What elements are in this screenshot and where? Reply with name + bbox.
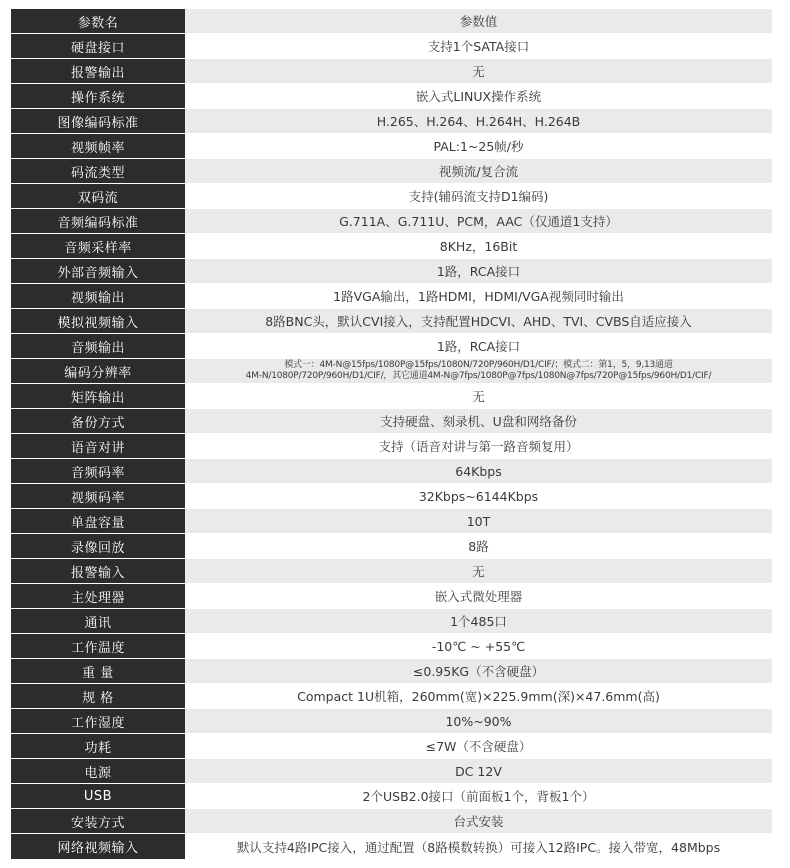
- param-name-cell: 图像编码标准: [11, 109, 185, 133]
- table-body: [11, 34, 772, 859]
- param-value-cell: 支持（语音对讲与第一路音频复用）: [185, 434, 772, 458]
- table-row: [11, 234, 772, 259]
- param-name-cell: 硬盘接口: [11, 34, 185, 58]
- param-name-cell: 功耗: [11, 734, 185, 758]
- param-value-cell: 32Kbps~6144Kbps: [185, 484, 772, 508]
- param-value-cell: 8KHz，16Bit: [185, 234, 772, 258]
- param-value-cell: 无: [185, 59, 772, 83]
- table-row: [11, 359, 772, 384]
- param-name-cell: 备份方式: [11, 409, 185, 433]
- param-name-cell: 矩阵输出: [11, 384, 185, 408]
- param-name-cell: 报警输入: [11, 559, 185, 583]
- param-name-cell: 工作温度: [11, 634, 185, 658]
- table-row: [11, 784, 772, 809]
- table-row: [11, 59, 772, 84]
- param-value-cell: ≤7W（不含硬盘）: [185, 734, 772, 758]
- table-row: [11, 709, 772, 734]
- param-name-cell: 视频帧率: [11, 134, 185, 158]
- param-name-cell: 语音对讲: [11, 434, 185, 458]
- table-row: [11, 409, 772, 434]
- table-row: [11, 559, 772, 584]
- param-name-cell: 电源: [11, 759, 185, 783]
- param-value-cell: 支持1个SATA接口: [185, 34, 772, 58]
- param-name-cell: 双码流: [11, 184, 185, 208]
- param-value-cell: 1路，RCA接口: [185, 259, 772, 283]
- param-value-cell: 10%~90%: [185, 709, 772, 733]
- table-row: [11, 134, 772, 159]
- param-value-cell: G.711A、G.711U、PCM，AAC（仅通道1支持）: [185, 209, 772, 233]
- table-row: [11, 759, 772, 784]
- spec-table: [11, 9, 772, 859]
- table-row: [11, 384, 772, 409]
- param-name-cell: USB: [11, 784, 185, 808]
- table-row: [11, 434, 772, 459]
- table-row: [11, 509, 772, 534]
- param-name-cell: 工作湿度: [11, 709, 185, 733]
- param-name-cell: 视频码率: [11, 484, 185, 508]
- param-value-cell: 视频流/复合流: [185, 159, 772, 183]
- header-name-cell: 参数名: [11, 9, 185, 33]
- param-value-cell: [185, 359, 772, 383]
- table-row: [11, 309, 772, 334]
- param-value-cell: -10℃ ~ +55℃: [185, 634, 772, 658]
- param-name-cell: 报警输出: [11, 59, 185, 83]
- param-value-cell: 无: [185, 559, 772, 583]
- param-value-cell: 8路BNC头，默认CVI接入，支持配置HDCVI、AHD、TVI、CVBS自适应接入: [185, 309, 772, 333]
- table-row: [11, 684, 772, 709]
- param-name-cell: 录像回放: [11, 534, 185, 558]
- param-name-cell: 规 格: [11, 684, 185, 708]
- table-row: [11, 634, 772, 659]
- param-value-cell: 支持硬盘、刻录机、U盘和网络备份: [185, 409, 772, 433]
- header-value-cell: 参数值: [185, 9, 772, 33]
- param-name-cell: 外部音频输入: [11, 259, 185, 283]
- param-value-cell: 台式安装: [185, 809, 772, 833]
- param-name-cell: 单盘容量: [11, 509, 185, 533]
- table-header-row: [11, 9, 772, 34]
- param-value-cell: 支持(辅码流支持D1编码): [185, 184, 772, 208]
- param-value-cell: 1路，RCA接口: [185, 334, 772, 358]
- param-value-cell: 无: [185, 384, 772, 408]
- param-value-cell: Compact 1U机箱，260mm(宽)×225.9mm(深)×47.6mm(高): [185, 684, 772, 708]
- table-row: [11, 109, 772, 134]
- param-value-cell: 嵌入式微处理器: [185, 584, 772, 608]
- param-name-cell: 码流类型: [11, 159, 185, 183]
- param-name-cell: 编码分辨率: [11, 359, 185, 383]
- param-name-cell: 模拟视频输入: [11, 309, 185, 333]
- param-name-cell: 操作系统: [11, 84, 185, 108]
- param-value-cell: ≤0.95KG（不含硬盘）: [185, 659, 772, 683]
- param-name-cell: 视频输出: [11, 284, 185, 308]
- table-row: [11, 734, 772, 759]
- param-name-cell: 安装方式: [11, 809, 185, 833]
- param-value-line: 4M-N/1080P/720P/960H/D1/CIF/，其它通道4M-N@7fps/1080P@7fps/1080N@7fps/720P@15fps/960H/D1/CIF/: [245, 371, 712, 381]
- table-row: [11, 184, 772, 209]
- param-name-cell: 网络视频输入: [11, 834, 185, 859]
- param-name-cell: 音频输出: [11, 334, 185, 358]
- param-value-cell: 默认支持4路IPC接入，通过配置（8路模数转换）可接入12路IPC。接入带宽，48Mbps: [185, 834, 772, 859]
- table-row: [11, 459, 772, 484]
- table-row: [11, 584, 772, 609]
- param-value-cell: 64Kbps: [185, 459, 772, 483]
- table-row: [11, 84, 772, 109]
- table-row: [11, 659, 772, 684]
- table-row: [11, 159, 772, 184]
- param-value-cell: DC 12V: [185, 759, 772, 783]
- param-value-cell: 1个485口: [185, 609, 772, 633]
- param-name-cell: 通讯: [11, 609, 185, 633]
- table-row: [11, 484, 772, 509]
- table-row: [11, 334, 772, 359]
- table-row: [11, 284, 772, 309]
- param-value-cell: 1路VGA输出，1路HDMI，HDMI/VGA视频同时输出: [185, 284, 772, 308]
- table-row: [11, 534, 772, 559]
- param-value-cell: 10T: [185, 509, 772, 533]
- param-value-cell: H.265、H.264、H.264H、H.264B: [185, 109, 772, 133]
- table-row: [11, 809, 772, 834]
- table-row: [11, 834, 772, 859]
- param-value-cell: 8路: [185, 534, 772, 558]
- param-value-cell: 2个USB2.0接口（前面板1个，背板1个）: [185, 784, 772, 808]
- param-name-cell: 音频采样率: [11, 234, 185, 258]
- param-name-cell: 主处理器: [11, 584, 185, 608]
- param-name-cell: 重 量: [11, 659, 185, 683]
- param-value-cell: 嵌入式LINUX操作系统: [185, 84, 772, 108]
- table-row: [11, 209, 772, 234]
- param-value-line: 模式一：4M-N@15fps/1080P@15fps/1080N/720P/960H/D1/CIF/；模式二：第1，5，9,13通道: [284, 360, 673, 370]
- param-name-cell: 音频码率: [11, 459, 185, 483]
- table-row: [11, 609, 772, 634]
- table-row: [11, 34, 772, 59]
- table-row: [11, 259, 772, 284]
- param-value-cell: PAL:1~25帧/秒: [185, 134, 772, 158]
- param-name-cell: 音频编码标准: [11, 209, 185, 233]
